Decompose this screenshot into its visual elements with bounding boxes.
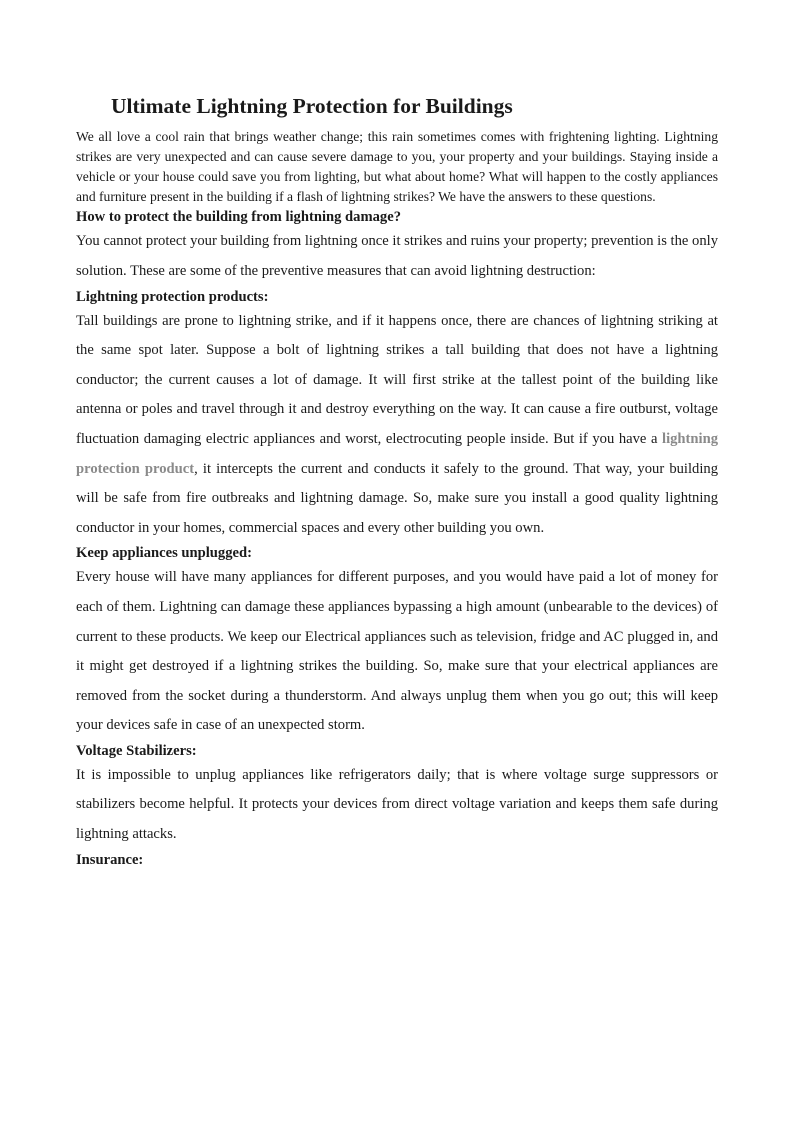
body-text-before-link: Tall buildings are prone to lightning strike, and if it happens once, there are chances of lightning striking at the same spot later. Suppose a bolt of lightning strikes a tall building that does not have a lightning conductor; the current causes a lot of damage. It will first strike at the tallest point of the building like antenna or poles and travel through it and destroy everything on the way. It can cause a fire outburst, voltage fluctuation damaging electric appliances and worst, electrocuting people inside. But if you have a bbox=[76, 312, 718, 447]
section-heading-voltage-stabilizers: Voltage Stabilizers: bbox=[76, 742, 197, 759]
document-page bbox=[76, 92, 718, 870]
section-body-unplug-appliances: Every house will have many appliances for different purposes, and you would have paid a lot of money for each of them. Lightning can damage these appliances bypassing a high amount (unbearable to the devices) of current to these products. We keep our Electrical appliances such as television, fridge and AC plugged in, and it might get destroyed if a lightning strikes the building. So, make sure that your electrical appliances are removed from the socket during a thunderstorm. And always unplug them when you go out; this will keep your devices safe in case of an unexpected storm. bbox=[76, 569, 718, 734]
section-heading-protect-building: How to protect the building from lightning damage? bbox=[76, 209, 401, 226]
section-heading-unplug-appliances: Keep appliances unplugged: bbox=[76, 545, 252, 562]
section-body-protection-products bbox=[76, 307, 718, 544]
lightning-protection-product-link[interactable]: lightning protection product bbox=[76, 430, 718, 477]
body-text-after-link: , it intercepts the current and conducts it safely to the ground. That way, your building will be safe from fire outbreaks and lightning damage. So, make sure you install a good quality lightning conductor in your homes, commercial spaces and every other building you own. bbox=[76, 460, 718, 536]
section-body-protect-building: You cannot protect your building from lightning once it strikes and ruins your property; prevention is the only solution. These are some of the preventive measures that can avoid lightning destruction: bbox=[76, 233, 718, 279]
intro-paragraph: We all love a cool rain that brings weather change; this rain sometimes comes with frightening lighting. Lightning strikes are very unexpected and can cause severe damage to you, your property and your buildings. Staying inside a vehicle or your house could save you from lighting, but what about home? What will happen to the costly appliances and furniture present in the building if a flash of lightning strikes? We have the answers to these questions. bbox=[76, 129, 718, 205]
section-body-voltage-stabilizers: It is impossible to unplug appliances like refrigerators daily; that is where voltage surge suppressors or stabilizers become helpful. It protects your devices from direct voltage variation and keeps them safe during lightning attacks. bbox=[76, 766, 718, 843]
section-heading-protection-products: Lightning protection products: bbox=[76, 288, 269, 305]
section-heading-insurance: Insurance: bbox=[76, 851, 144, 868]
page-title: Ultimate Lightning Protection for Buildings bbox=[111, 94, 513, 118]
